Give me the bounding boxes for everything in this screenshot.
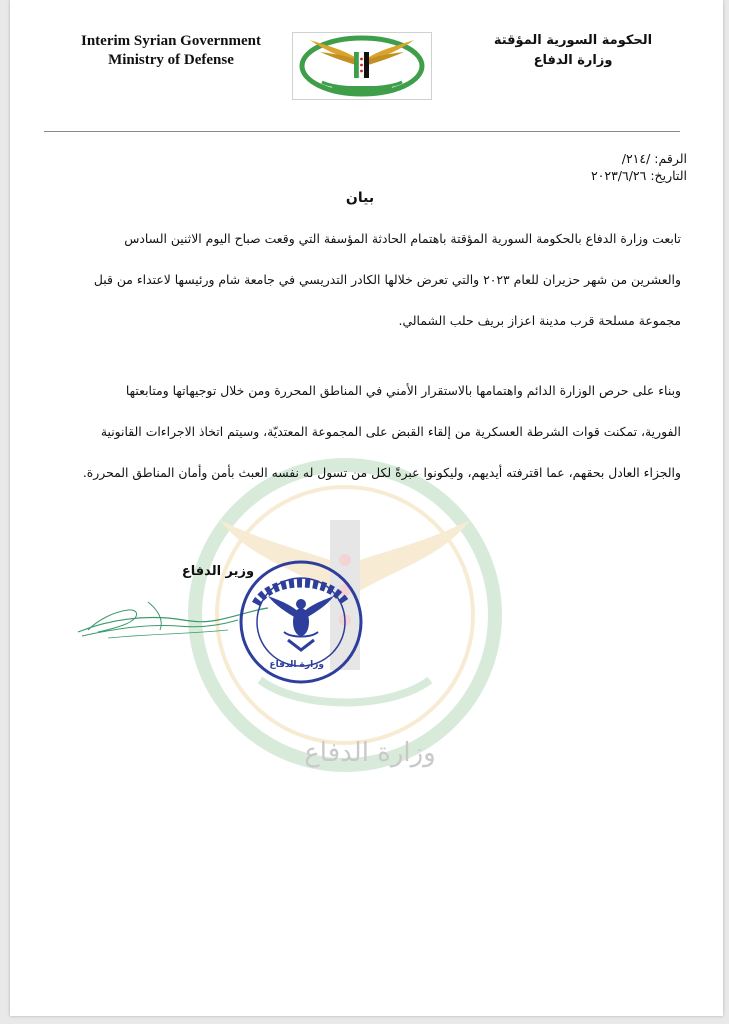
government-name-en: Interim Syrian Government [81, 33, 261, 49]
paragraph-1 [50, 229, 681, 352]
header-english [60, 32, 282, 70]
paragraph-line: والعشرين من شهر حزيران للعام ٢٠٢٣ والتي تعرض خلالها الكادر التدريسي في جامعة شام ورئيسها لاعتداء من قبل [93, 272, 681, 287]
paragraph-2 [50, 381, 681, 504]
eagle-emblem-icon [292, 32, 432, 100]
header-arabic [488, 31, 658, 71]
minister-title: وزير الدفاع [181, 564, 255, 579]
paragraph-line: مجموعة مسلحة قرب مدينة اعزاز بريف حلب الشمالي. [398, 313, 681, 328]
document-title: بيان [345, 190, 375, 206]
government-name-ar: الحكومة السورية المؤقتة [493, 33, 653, 48]
paragraph-line: تابعت وزارة الدفاع بالحكومة السورية المؤقتة باهتمام الحادثة المؤسفة التي وقعت صباح اليوم الاثنين السادس [124, 231, 681, 246]
stamp-label: وزارة الدفاع [269, 660, 324, 670]
document-page [10, 0, 723, 1016]
paragraph-line: والجزاء العادل بحقهم، عما اقترفته أيديهم، وليكونوا عبرةً لكل من تسول له نفسه العبث بأمن وأمان المناطق المحررة. [82, 465, 681, 480]
watermark-text: وزارة الدفاع [304, 738, 436, 768]
reference-block [591, 150, 687, 184]
reference-number: الرقم: /٢١٤/ [621, 151, 687, 166]
reference-date: التاريخ: ٢٠٢٣/٦/٢٦ [590, 168, 687, 183]
paragraph-line: الفورية، تمكنت قوات الشرطة العسكرية من إلقاء القبض على المجموعة المعتديّة، وسيتم اتخاذ الاجراءات القانونية [100, 424, 681, 439]
paragraph-line: وبناء على حرص الوزارة الدائم واهتمامها بالاستقرار الأمني في المناطق المحررة ومن خلال توجيهاتها ومتابعتها [125, 383, 681, 398]
header-divider [44, 131, 680, 132]
ministry-name-en: Ministry of Defense [108, 52, 234, 68]
ministry-name-ar: وزارة الدفاع [533, 53, 613, 68]
